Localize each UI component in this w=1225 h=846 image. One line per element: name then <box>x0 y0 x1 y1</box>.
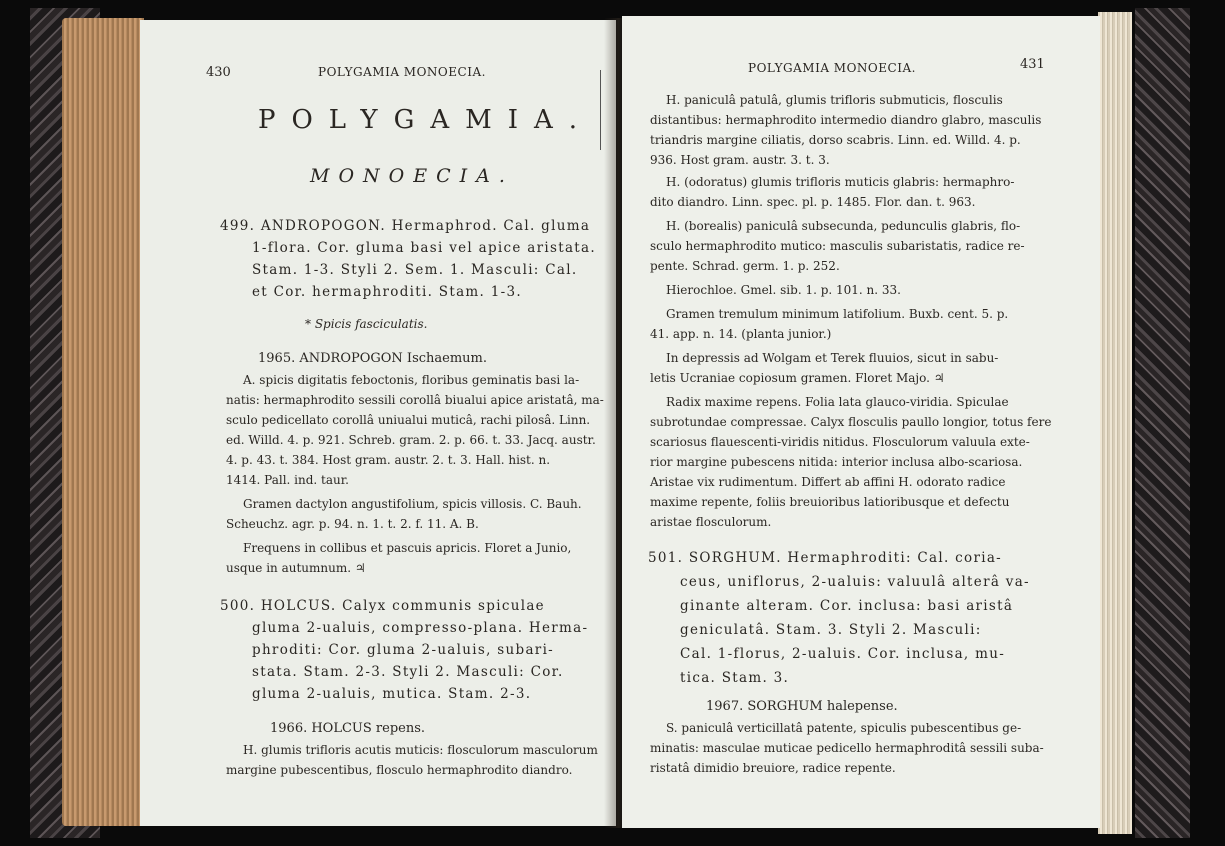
text-line: In depressis ad Wolgam et Terek fluuios, sicut in sabu- <box>666 351 999 365</box>
left-page <box>140 20 616 826</box>
genus-line: tica. Stam. 3. <box>680 670 790 686</box>
genus-line: ceus, uniflorus, 2-ualuis: valuulâ alterâ va- <box>680 574 1030 590</box>
section-title: POLYGAMIA. <box>258 105 594 135</box>
text-line: sculo pedicellato corollâ uniualui muticâ, rachi pilosâ. Linn. <box>226 413 591 427</box>
text-line: Hierochloe. Gmel. sib. 1. p. 101. n. 33. <box>666 283 901 297</box>
text-line: natis: hermaphrodito sessili corollâ biualui apice aristatâ, ma- <box>226 393 604 407</box>
genus-line: et Cor. hermaphroditi. Stam. 1-3. <box>252 284 522 300</box>
genus-line: 499. ANDROPOGON. Hermaphrod. Cal. gluma <box>220 218 591 234</box>
genus-line: 501. SORGHUM. Hermaphroditi: Cal. coria- <box>648 550 1003 566</box>
genus-line: 500. HOLCUS. Calyx communis spiculae <box>220 598 545 614</box>
text-line: maxime repente, foliis breuioribus latioribusque et defectu <box>650 495 1010 509</box>
text-line: H. paniculâ patulâ, glumis trifloris submuticis, flosculis <box>666 93 1003 107</box>
left-page-edges <box>62 18 144 826</box>
text-line: Frequens in collibus et pascuis apricis. Floret a Junio, <box>243 541 572 555</box>
text-line: 41. app. n. 14. (planta junior.) <box>650 327 832 341</box>
species-heading: 1965. ANDROPOGON Ischaemum. <box>258 351 487 366</box>
text-line: sculo hermaphrodito mutico: masculis subaristatis, radice re- <box>650 239 1025 253</box>
text-line: S. paniculâ verticillatâ patente, spiculis pubescentibus ge- <box>666 721 1022 735</box>
text-line: 1414. Pall. ind. taur. <box>226 473 349 487</box>
text-line: dito diandro. Linn. spec. pl. p. 1485. Flor. dan. t. 963. <box>650 195 976 209</box>
page-number-right: 431 <box>1020 57 1045 72</box>
text-line: margine pubescentibus, flosculo hermaphrodito diandro. <box>226 763 573 777</box>
gutter-mark <box>600 70 601 150</box>
species-heading: 1966. HOLCUS repens. <box>270 721 426 736</box>
right-cover-marble <box>1135 8 1190 838</box>
genus-line: gluma 2-ualuis, compresso-plana. Herma- <box>252 620 589 636</box>
text-line: subrotundae compressae. Calyx flosculis paullo longior, totus fere <box>650 415 1052 429</box>
text-line: Scheuchz. agr. p. 94. n. 1. t. 2. f. 11. A. B. <box>226 517 479 531</box>
text-line: distantibus: hermaphrodito intermedio diandro glabro, masculis <box>650 113 1042 127</box>
genus-line: gluma 2-ualuis, mutica. Stam. 2-3. <box>252 686 532 702</box>
genus-line: phroditi: Cor. gluma 2-ualuis, subari- <box>252 642 555 658</box>
text-line: triandris margine ciliatis, dorso scabris. Linn. ed. Willd. 4. p. <box>650 133 1021 147</box>
section-subtitle: MONOECIA. <box>310 165 514 187</box>
page-number-left: 430 <box>206 65 231 80</box>
text-line: H. (borealis) paniculâ subsecunda, pedunculis glabris, flo- <box>666 219 1021 233</box>
right-page-edges <box>1098 12 1132 834</box>
text-line: 936. Host gram. austr. 3. t. 3. <box>650 153 830 167</box>
text-line: A. spicis digitatis feboctonis, floribus geminatis basi la- <box>243 373 580 387</box>
text-line: usque in autumnum. ♃ <box>226 561 366 575</box>
genus-line: 1-flora. Cor. gluma basi vel apice aristata. <box>252 240 596 256</box>
section-heading: * Spicis fasciculatis. <box>305 317 428 331</box>
text-line: Gramen dactylon angustifolium, spicis villosis. C. Bauh. <box>243 497 582 511</box>
text-line: scariosus flauescenti-viridis nitidus. Flosculorum valuula exte- <box>650 435 1030 449</box>
text-line: pente. Schrad. germ. 1. p. 252. <box>650 259 840 273</box>
text-line: rior margine pubescens nitida: interior inclusa albo-scariosa. <box>650 455 1023 469</box>
text-line: Aristae vix rudimentum. Differt ab affini H. odorato radice <box>650 475 1006 489</box>
text-line: letis Ucraniae copiosum gramen. Floret Majo. ♃ <box>650 371 945 385</box>
right-page <box>622 16 1100 828</box>
running-head-right: POLYGAMIA MONOECIA. <box>748 61 916 75</box>
text-line: aristae flosculorum. <box>650 515 772 529</box>
text-line: Gramen tremulum minimum latifolium. Buxb. cent. 5. p. <box>666 307 1009 321</box>
genus-line: Cal. 1-florus, 2-ualuis. Cor. inclusa, mu- <box>680 646 1006 662</box>
genus-line: stata. Stam. 2-3. Styli 2. Masculi: Cor. <box>252 664 564 680</box>
text-line: Radix maxime repens. Folia lata glauco-viridia. Spiculae <box>666 395 1009 409</box>
text-line: H. glumis trifloris acutis muticis: flosculorum masculorum <box>243 743 598 757</box>
genus-line: geniculatâ. Stam. 3. Styli 2. Masculi: <box>680 622 982 638</box>
text-line: minatis: masculae muticae pedicello hermaphroditâ sessili suba- <box>650 741 1044 755</box>
species-heading: 1967. SORGHUM halepense. <box>706 699 898 714</box>
genus-line: ginante alteram. Cor. inclusa: basi aristâ <box>680 598 1014 614</box>
text-line: ed. Willd. 4. p. 921. Schreb. gram. 2. p. 66. t. 33. Jacq. austr. <box>226 433 596 447</box>
text-line: 4. p. 43. t. 384. Host gram. austr. 2. t. 3. Hall. hist. n. <box>226 453 551 467</box>
genus-line: Stam. 1-3. Styli 2. Sem. 1. Masculi: Cal. <box>252 262 578 278</box>
text-line: ristatâ dimidio breuiore, radice repente. <box>650 761 896 775</box>
running-head-left: POLYGAMIA MONOECIA. <box>318 65 486 79</box>
text-line: H. (odoratus) glumis trifloris muticis glabris: hermaphro- <box>666 175 1015 189</box>
